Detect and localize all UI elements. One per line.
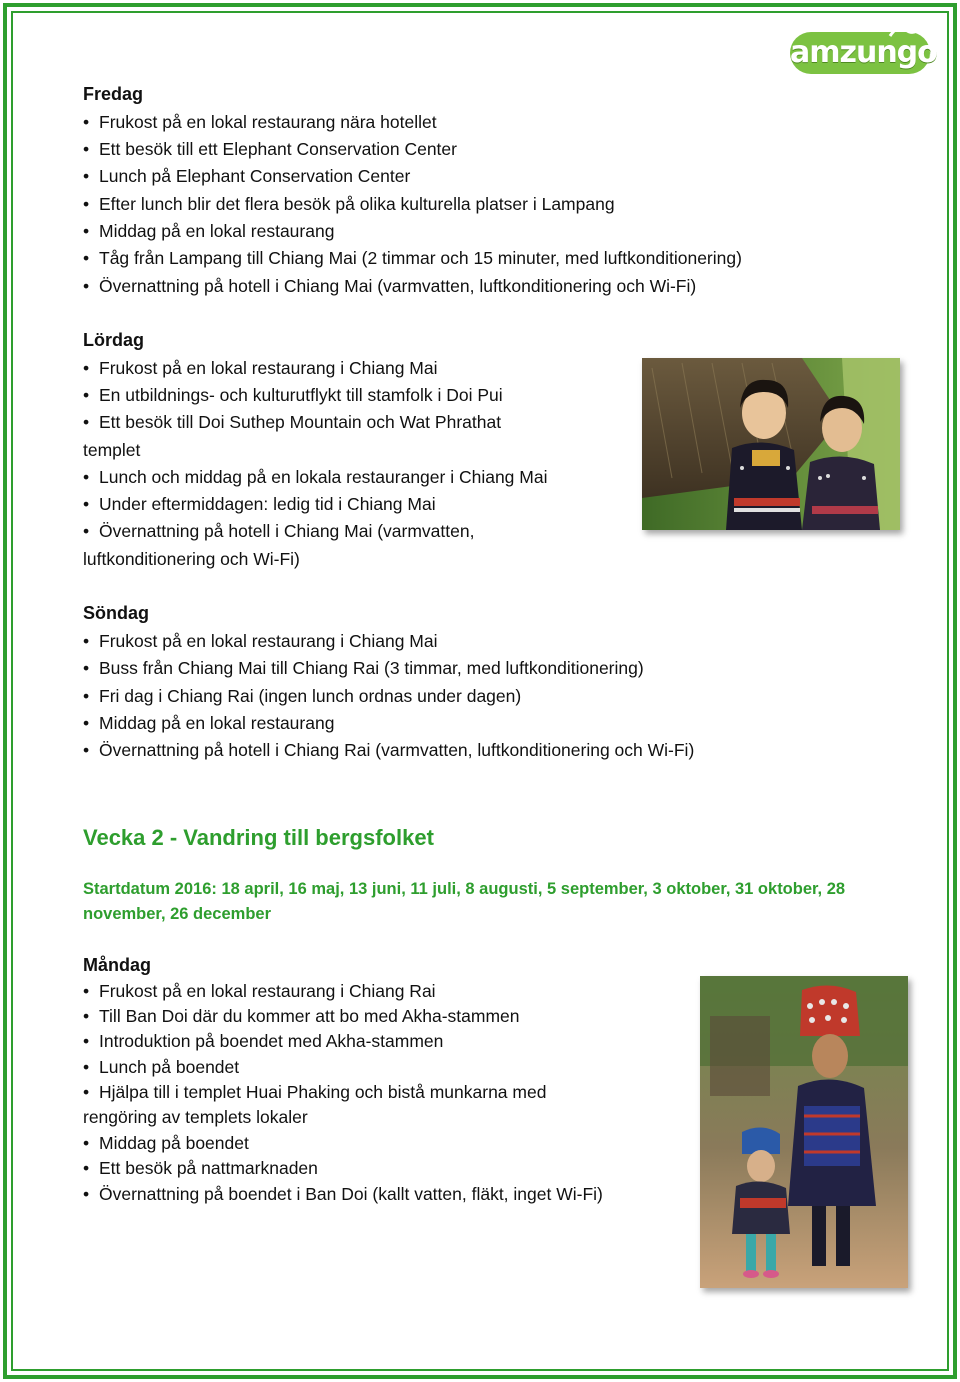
day-heading-saturday: Lördag (83, 330, 144, 350)
list-item: • Övernattning på hotell i Chiang Mai (varmvatten, luftkonditionering och Wi-Fi) (83, 276, 697, 296)
list-item-continuation: luftkonditionering och Wi-Fi) (83, 549, 300, 569)
day-heading-sunday: Söndag (83, 603, 149, 623)
list-item: • Lunch på boendet (83, 1057, 240, 1077)
list-item: • Fri dag i Chiang Rai (ingen lunch ordnas under dagen) (83, 686, 522, 706)
list-item: • Lunch och middag på en lokala restauranger i Chiang Mai (83, 467, 548, 487)
photo-hill-tribe-girls (642, 358, 900, 530)
list-item: • Middag på boendet (83, 1133, 249, 1153)
logo-text: amzungo (790, 32, 930, 74)
photo-girls-illustration (642, 358, 900, 530)
list-item: • Under eftermiddagen: ledig tid i Chiang Mai (83, 494, 436, 514)
list-item: • Middag på en lokal restaurang (83, 221, 335, 241)
list-item: • Till Ban Doi där du kommer att bo med Akha-stammen (83, 1006, 520, 1026)
list-item: • En utbildnings- och kulturutflykt till stamfolk i Doi Pui (83, 385, 503, 405)
photo-akha-illustration (700, 976, 908, 1288)
list-item: • Frukost på en lokal restaurang i Chiang Mai (83, 631, 438, 651)
list-item: • Efter lunch blir det flera besök på olika kulturella platser i Lampang (83, 194, 615, 214)
list-item: • Introduktion på boendet med Akha-stammen (83, 1031, 444, 1051)
list-item: • Övernattning på boendet i Ban Doi (kallt vatten, fläkt, inget Wi-Fi) (83, 1184, 603, 1204)
list-item: • Ett besök till Doi Suthep Mountain och Wat Phrathat (83, 412, 502, 432)
amzungo-logo (790, 22, 937, 78)
list-item: • Middag på en lokal restaurang (83, 713, 335, 733)
globe-icon (888, 22, 924, 40)
list-item-continuation: templet (83, 440, 141, 460)
day-heading-monday: Måndag (83, 955, 152, 975)
day-heading-friday: Fredag (83, 84, 144, 104)
list-item: • Frukost på en lokal restaurang i Chiang Rai (83, 981, 436, 1001)
list-item: • Tåg från Lampang till Chiang Mai (2 timmar och 15 minuter, med luftkonditionering) (83, 248, 742, 268)
list-item: • Buss från Chiang Mai till Chiang Rai (3 timmar, med luftkonditionering) (83, 658, 644, 678)
list-item: • Frukost på en lokal restaurang nära hotellet (83, 112, 437, 132)
list-item: • Ett besök till ett Elephant Conservation Center (83, 139, 457, 159)
section-title-week-2: Vecka 2 - Vandring till bergsfolket (83, 825, 434, 850)
list-item: • Övernattning på hotell i Chiang Mai (varmvatten, (83, 521, 475, 541)
list-item: • Lunch på Elephant Conservation Center (83, 166, 411, 186)
photo-akha-woman-and-child (700, 976, 908, 1288)
list-item-continuation: rengöring av templets lokaler (83, 1107, 308, 1127)
list-item: • Hjälpa till i templet Huai Phaking och bistå munkarna med (83, 1082, 547, 1102)
list-item: • Ett besök på nattmarknaden (83, 1158, 318, 1178)
start-dates: Startdatum 2016: 18 april, 16 maj, 13 juni, 11 juli, 8 augusti, 5 september, 3 oktober, 31 oktober, 28 november, 26 december (83, 880, 846, 923)
list-item: • Övernattning på hotell i Chiang Rai (varmvatten, luftkonditionering och Wi-Fi) (83, 740, 695, 760)
list-item: • Frukost på en lokal restaurang i Chiang Mai (83, 358, 438, 378)
